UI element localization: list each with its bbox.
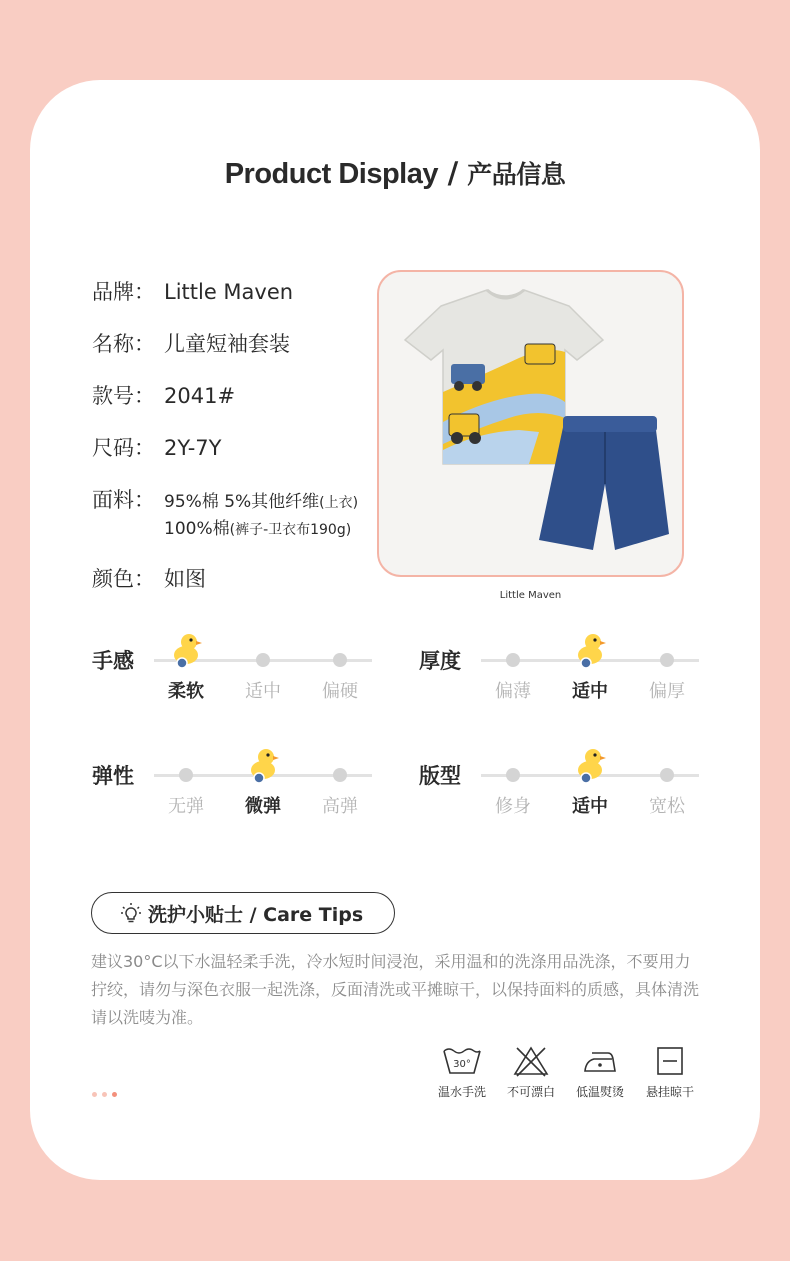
- scale-stop-dot: [333, 768, 347, 782]
- scale-label: 厚度: [419, 649, 461, 673]
- care-item-hang-dry: [635, 1045, 705, 1100]
- care-tips-pill: [91, 892, 395, 934]
- scale-option: 修身: [495, 796, 531, 817]
- scale-elasticity: [92, 760, 382, 820]
- scale-stop-dot: [660, 653, 674, 667]
- scale-option: 无弹: [168, 796, 204, 817]
- info-brand: [92, 276, 293, 306]
- scale-stop-dot: [506, 768, 520, 782]
- scale-option: 微弹: [245, 796, 281, 817]
- info-name: [92, 328, 290, 358]
- scale-option: 偏薄: [495, 681, 531, 702]
- scale-option: 柔软: [168, 681, 204, 702]
- hand-wash-30-icon: [442, 1045, 482, 1077]
- hang-dry-icon: [654, 1045, 686, 1077]
- outfit-illustration: [379, 272, 684, 577]
- scale-label: 版型: [419, 764, 461, 788]
- fabric-line-2: 100%棉(裤子-卫衣布190g): [164, 519, 352, 539]
- info-key: 品牌：: [92, 280, 155, 304]
- scale-fit: [419, 760, 709, 820]
- scale-option: 适中: [572, 796, 608, 817]
- dot-active: [112, 1092, 117, 1097]
- svg-text:30°: 30°: [453, 1059, 471, 1070]
- title-cn: 产品信息: [467, 160, 566, 189]
- duck-marker-icon: [169, 631, 203, 669]
- page-title: [0, 155, 790, 191]
- scale-stop-dot: [660, 768, 674, 782]
- fabric-line-1: 95%棉 5%其他纤维(上衣): [164, 492, 359, 512]
- info-value: 2041#: [164, 384, 236, 408]
- care-item-label: 温水手洗: [437, 1085, 486, 1099]
- scale-feel: [92, 645, 382, 705]
- scale-stop-dot: [333, 653, 347, 667]
- scale-label: 手感: [92, 649, 134, 673]
- scale-label: 弹性: [92, 764, 134, 788]
- title-en: Product Display: [224, 158, 438, 190]
- info-color: [92, 563, 206, 593]
- info-key: 款号：: [92, 384, 155, 408]
- scale-option: 宽松: [649, 796, 685, 817]
- scale-option: 适中: [245, 681, 281, 702]
- info-value: 儿童短袖套装: [164, 332, 290, 356]
- dot: [102, 1092, 107, 1097]
- info-key: 尺码：: [92, 436, 155, 460]
- info-value: Little Maven: [164, 280, 294, 304]
- page-dots: [92, 1092, 117, 1097]
- info-fabric: [92, 484, 358, 514]
- lightbulb-icon: [120, 902, 142, 924]
- info-fabric-2: [164, 514, 351, 539]
- care-item-no-bleach: [496, 1045, 566, 1100]
- dot: [92, 1092, 97, 1097]
- scale-thickness: [419, 645, 709, 705]
- title-sep: /: [437, 156, 468, 190]
- care-item-label: 悬挂晾干: [645, 1085, 694, 1099]
- info-value: 如图: [164, 567, 206, 591]
- info-key: 面料：: [92, 488, 155, 512]
- info-key: 名称：: [92, 332, 155, 356]
- care-item-low-iron: [565, 1045, 635, 1100]
- photo-caption: Little Maven: [499, 590, 562, 601]
- info-key: 颜色：: [92, 567, 155, 591]
- care-item-label: 不可漂白: [506, 1085, 555, 1099]
- low-iron-icon: [582, 1045, 618, 1077]
- info-value: 2Y-7Y: [164, 436, 222, 460]
- scale-stop-dot: [256, 653, 270, 667]
- duck-marker-icon: [573, 746, 607, 784]
- info-model: [92, 380, 235, 410]
- scale-option: 适中: [572, 681, 608, 702]
- info-size: [92, 432, 221, 462]
- care-instructions: 建议30°C以下水温轻柔手洗，冷水短时间浸泡，采用温和的洗涤用品洗涤，不要用力拧绞，请勿与深色衣服一起洗涤，反面清洗或平摊晾干，以保持面料的质感，具体清洗请以洗唛为准。: [91, 952, 700, 1027]
- scale-stop-dot: [506, 653, 520, 667]
- product-photo: [377, 270, 684, 577]
- care-tips-label: 洗护小贴士 / Care Tips: [148, 903, 364, 926]
- scale-option: 高弹: [322, 796, 358, 817]
- scale-option: 偏硬: [322, 681, 358, 702]
- care-item-label: 低温熨烫: [575, 1085, 624, 1099]
- duck-marker-icon: [573, 631, 607, 669]
- scale-option: 偏厚: [649, 681, 685, 702]
- care-item-hand-wash: [427, 1045, 497, 1100]
- duck-marker-icon: [246, 746, 280, 784]
- truck-icon: [451, 364, 485, 384]
- no-bleach-icon: [513, 1045, 549, 1077]
- scale-stop-dot: [179, 768, 193, 782]
